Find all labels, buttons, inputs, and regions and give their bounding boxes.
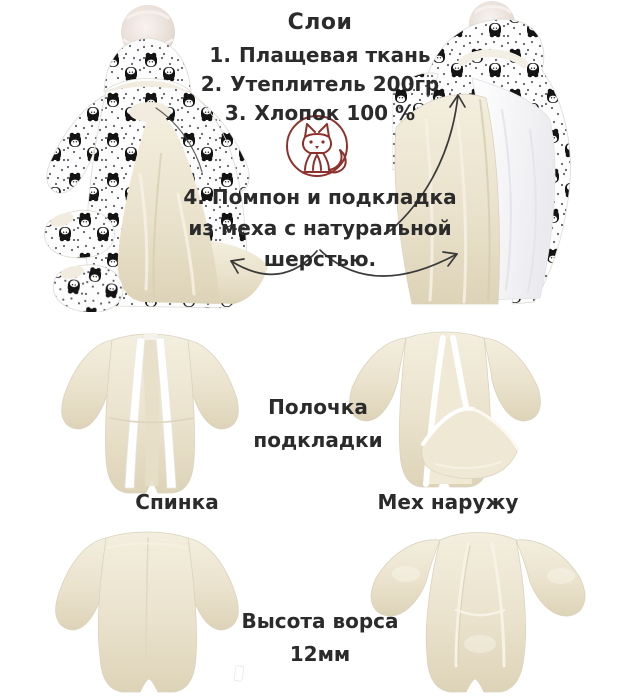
note-pompom-lining — [150, 182, 490, 275]
note-line: шерстью. — [263, 247, 377, 271]
material-name: Утеплитель 200гр — [230, 72, 440, 96]
note-line: 4. Помпон и подкладка — [183, 185, 457, 209]
materials-list — [140, 41, 500, 128]
mitten — [45, 210, 115, 258]
material-number: 2. — [200, 72, 223, 96]
label-line: Полочка — [268, 395, 368, 419]
label-line: Высота ворса — [241, 609, 399, 633]
material-item — [140, 41, 500, 70]
label-line: подкладки — [253, 428, 383, 452]
material-name: Хлопок 100 % — [254, 101, 416, 125]
note-line: из меха с натуральной — [188, 216, 452, 240]
photo-fur-liner-zipper-tapes — [50, 318, 260, 496]
material-number: 1. — [209, 43, 231, 67]
material-number: 3. — [224, 101, 247, 125]
label-back: Спинка — [135, 490, 219, 514]
label-line: 12мм — [289, 642, 351, 666]
label-fur-outside: Мех наружу — [377, 490, 519, 514]
section-title: Слои — [287, 10, 353, 35]
material-name: Плащевая ткань — [238, 43, 431, 67]
material-item — [140, 70, 500, 99]
label-lining-front — [238, 391, 398, 457]
material-item — [140, 99, 500, 128]
label-pile-height — [225, 605, 415, 671]
